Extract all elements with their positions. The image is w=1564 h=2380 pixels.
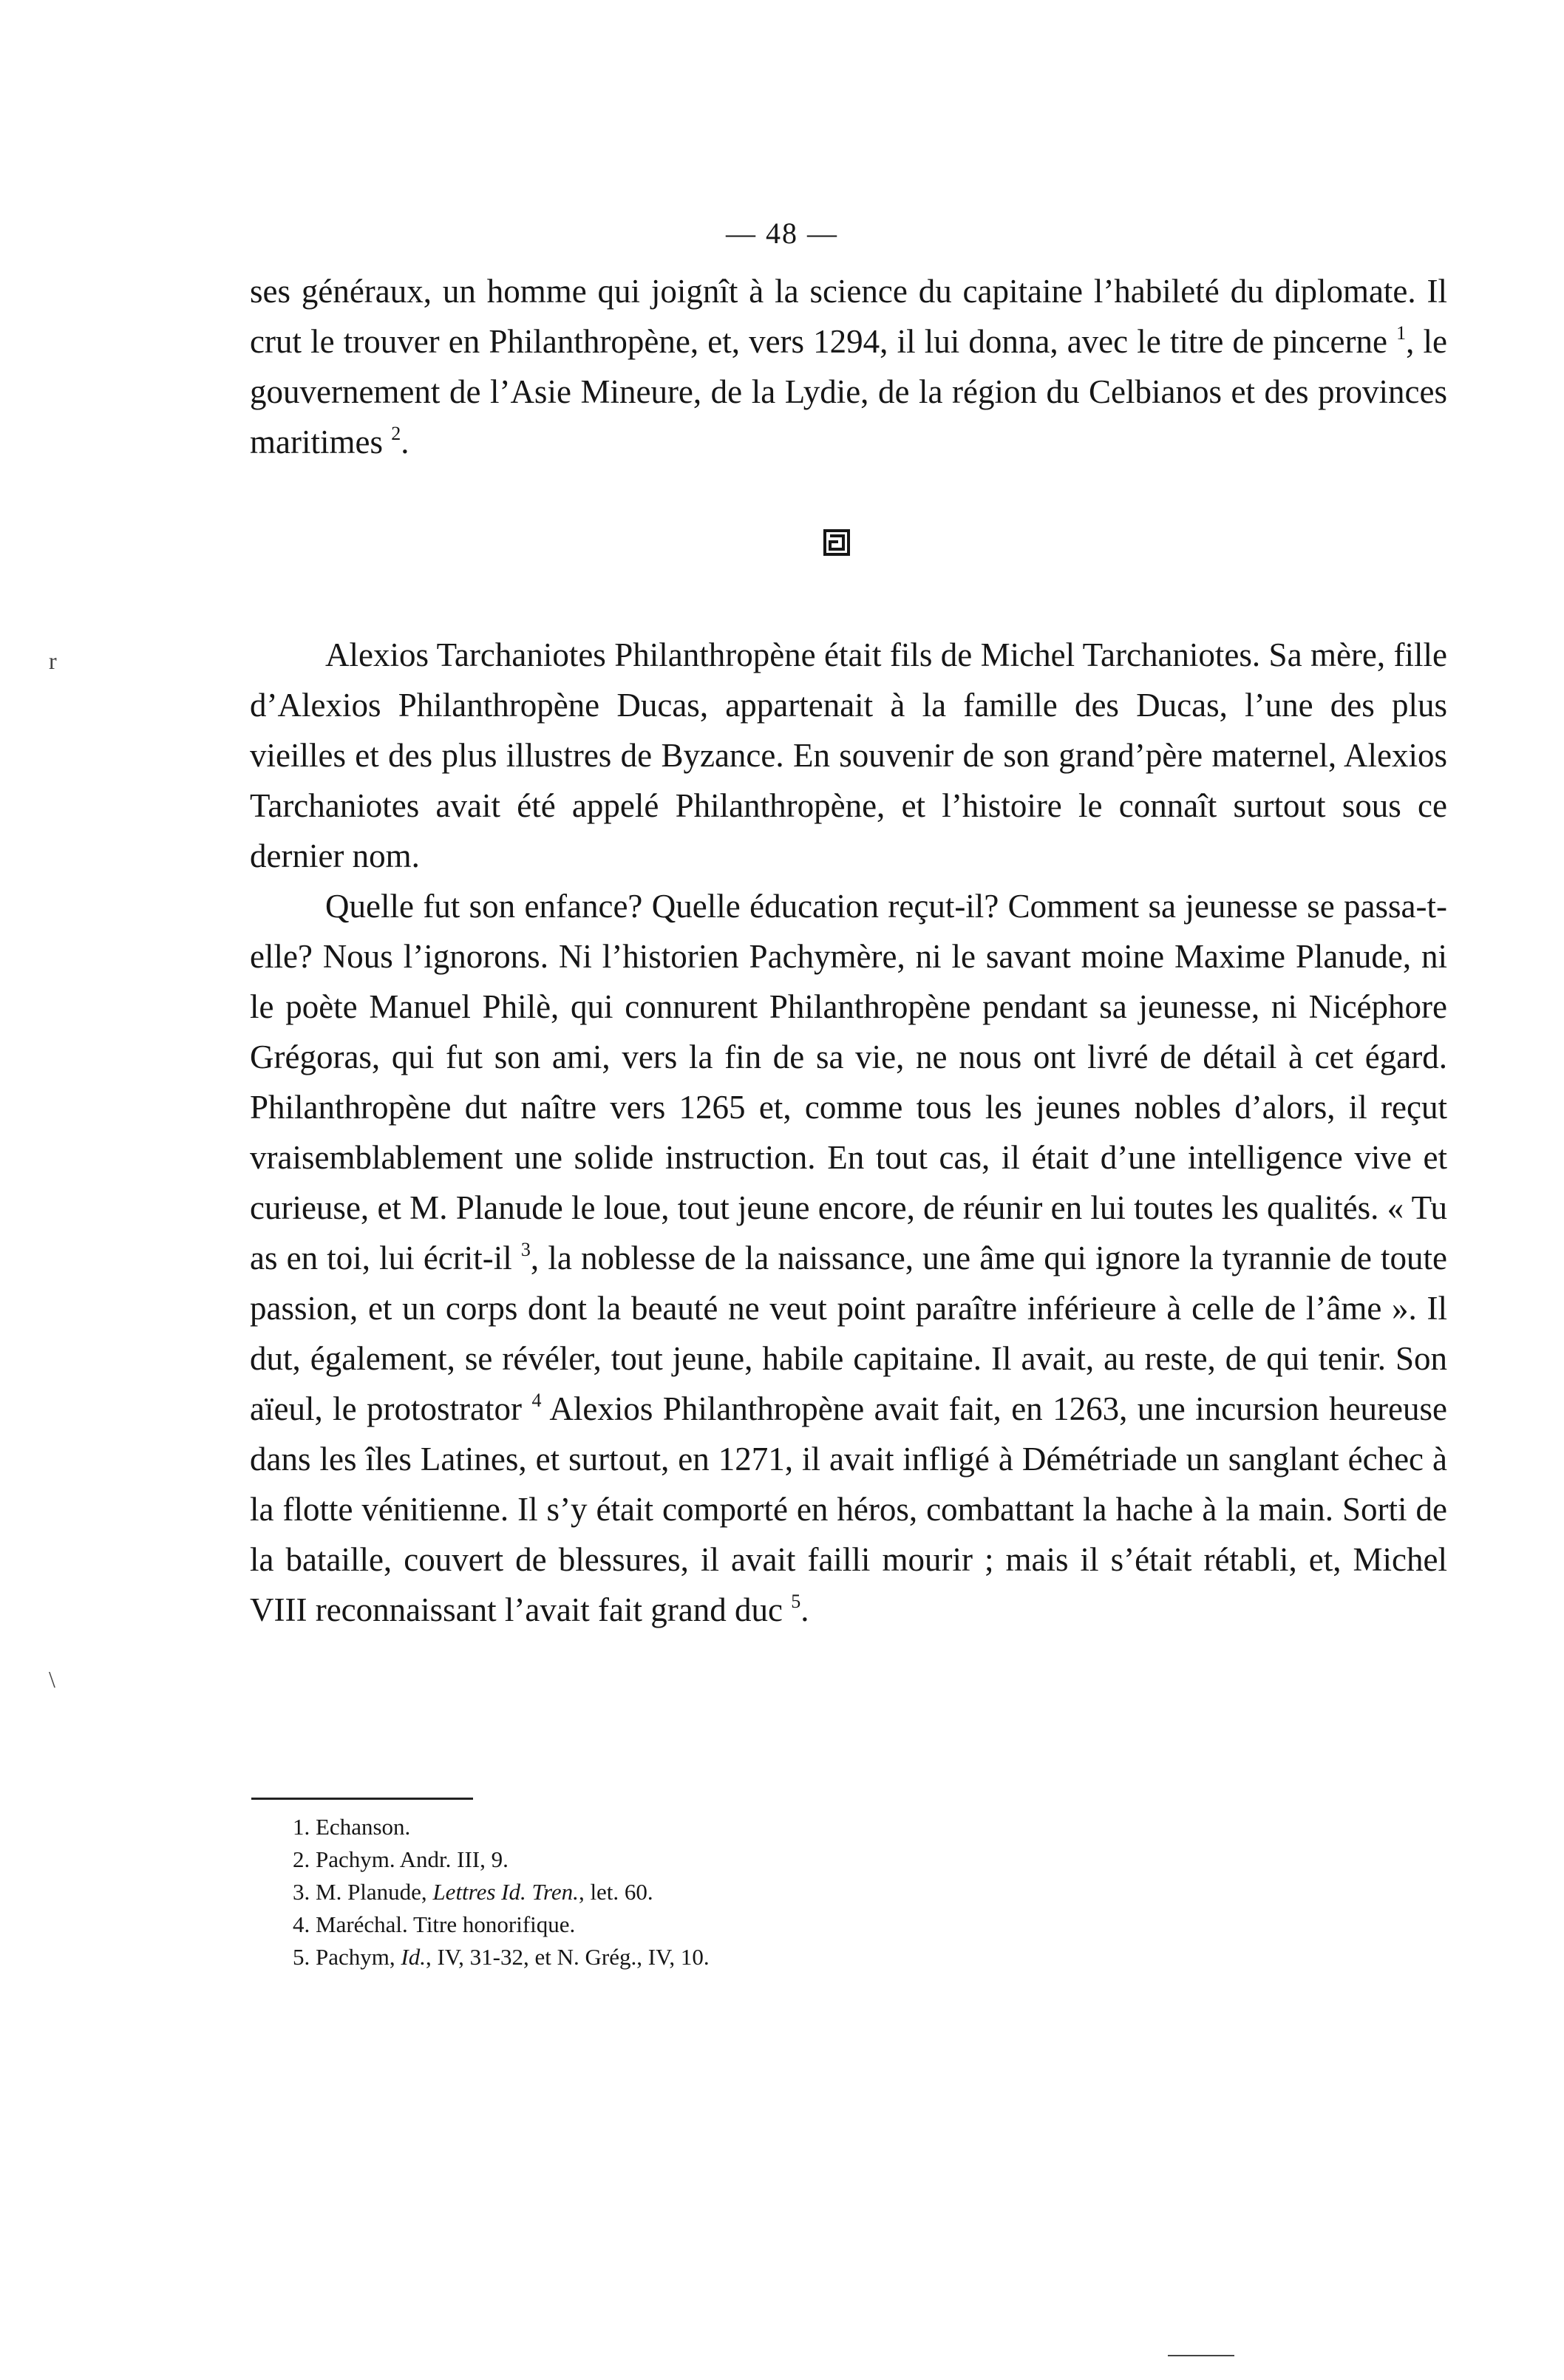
footnote-3-title: Lettres Id. Tren.	[432, 1879, 579, 1905]
margin-mark-1: r	[49, 647, 57, 674]
footnote-4: 4. Maréchal. Titre honorifique.	[293, 1911, 576, 1937]
paragraph-two	[250, 881, 1447, 1635]
footnote-2: 2. Pachym. Andr. III, 9.	[293, 1846, 509, 1872]
greek-key-ornament-icon	[823, 529, 850, 556]
footnote-3-suffix: , let. 60.	[578, 1879, 653, 1905]
footnote-ref-2: 2	[391, 423, 401, 444]
top-paragraph-end: .	[401, 424, 409, 460]
footnote-1: 1. Echanson.	[293, 1814, 411, 1840]
page-number: — 48 —	[726, 217, 838, 250]
footnotes	[293, 1811, 1401, 1973]
footnote-ref-5: 5	[791, 1591, 801, 1612]
paragraph-two-text-2: , la noblesse de la naissance, une âme qui ignore la tyrannie de toute passion, et un corps dont la beauté ne veut point paraître inférieure à celle de l’âme ». Il dut, également, se révéler, tout jeune, habile capitaine. Il avait, au reste, de qui tenir. Son aïeul, le protostrator	[250, 1240, 1447, 1427]
footnote-ref-4: 4	[531, 1390, 542, 1411]
paragraph-one: Alexios Tarchaniotes Philanthropène était fils de Michel Tarchaniotes. Sa mère, fille d’Alexios Philanthropène Ducas, appartenait à la famille des Ducas, l’une des plus vieilles et des plus illustres de Byzance. En souvenir de son grand’père maternel, Alexios Tarchaniotes avait été appelé Philanthropène, et l’histoire le connaît surtout sous ce dernier nom.	[250, 636, 1447, 874]
bottom-rule	[1168, 2355, 1234, 2356]
main-text-block	[250, 630, 1447, 1635]
footnote-5-title: Id.	[401, 1944, 426, 1970]
top-paragraph-text-2: , le gouvernement de l’Asie Mineure, de la Lydie, de la région du Celbianos et des provinces maritimes	[250, 323, 1448, 460]
footnote-ref-3: 3	[520, 1239, 531, 1260]
footnote-3	[293, 1876, 1401, 1908]
footnote-5-suffix: , IV, 31-32, et N. Grég., IV, 10.	[425, 1944, 710, 1970]
top-paragraph-block	[250, 266, 1447, 467]
margin-mark-2: \	[49, 1666, 55, 1693]
paragraph-two-end: .	[800, 1591, 809, 1628]
footnote-divider	[251, 1798, 473, 1800]
paragraph-two-text-3: Alexios Philanthropène avait fait, en 1263, une incursion heureuse dans les îles Latines, et surtout, en 1271, il avait infligé à Démétriade un sanglant échec à la flotte vénitienne. Il s’y était comporté en héros, combattant la hache à la main. Sorti de la bataille, couvert de blessures, il avait failli mourir ; mais il s’était rétabli, et, Michel VIII reconnaissant l’avait fait grand duc	[250, 1390, 1448, 1628]
footnote-3-prefix: 3. M. Planude,	[293, 1879, 433, 1905]
top-paragraph-text-1: ses généraux, un homme qui joignît à la science du capitaine l’habileté du diplomate. Il crut le trouver en Philanthropène, et, vers 1294, il lui donna, avec le titre de pincerne	[250, 273, 1447, 360]
paragraph-two-text-1: Quelle fut son enfance? Quelle éducation reçut-il? Comment sa jeunesse se passa-t-elle? Nous l’ignorons. Ni l’historien Pachymère, ni le savant moine Maxime Planude, ni le poète Manuel Philè, qui connurent Philanthropène pendant sa jeunesse, ni Nicéphore Grégoras, qui fut son ami, vers la fin de sa vie, ne nous ont livré de détail à cet égard. Philanthropène dut naître vers 1265 et, comme tous les jeunes nobles d’alors, il reçut vraisemblablement une solide instruction. En tout cas, il était d’une intelligence vive et curieuse, et M. Planude le loue, tout jeune encore, de réunir en lui toutes les qualités. « Tu as en toi, lui écrit-il	[250, 888, 1447, 1276]
footnote-ref-1: 1	[1396, 322, 1407, 344]
top-paragraph	[250, 266, 1447, 467]
footnote-5-prefix: 5. Pachym,	[293, 1944, 401, 1970]
footnote-5	[293, 1941, 1401, 1973]
